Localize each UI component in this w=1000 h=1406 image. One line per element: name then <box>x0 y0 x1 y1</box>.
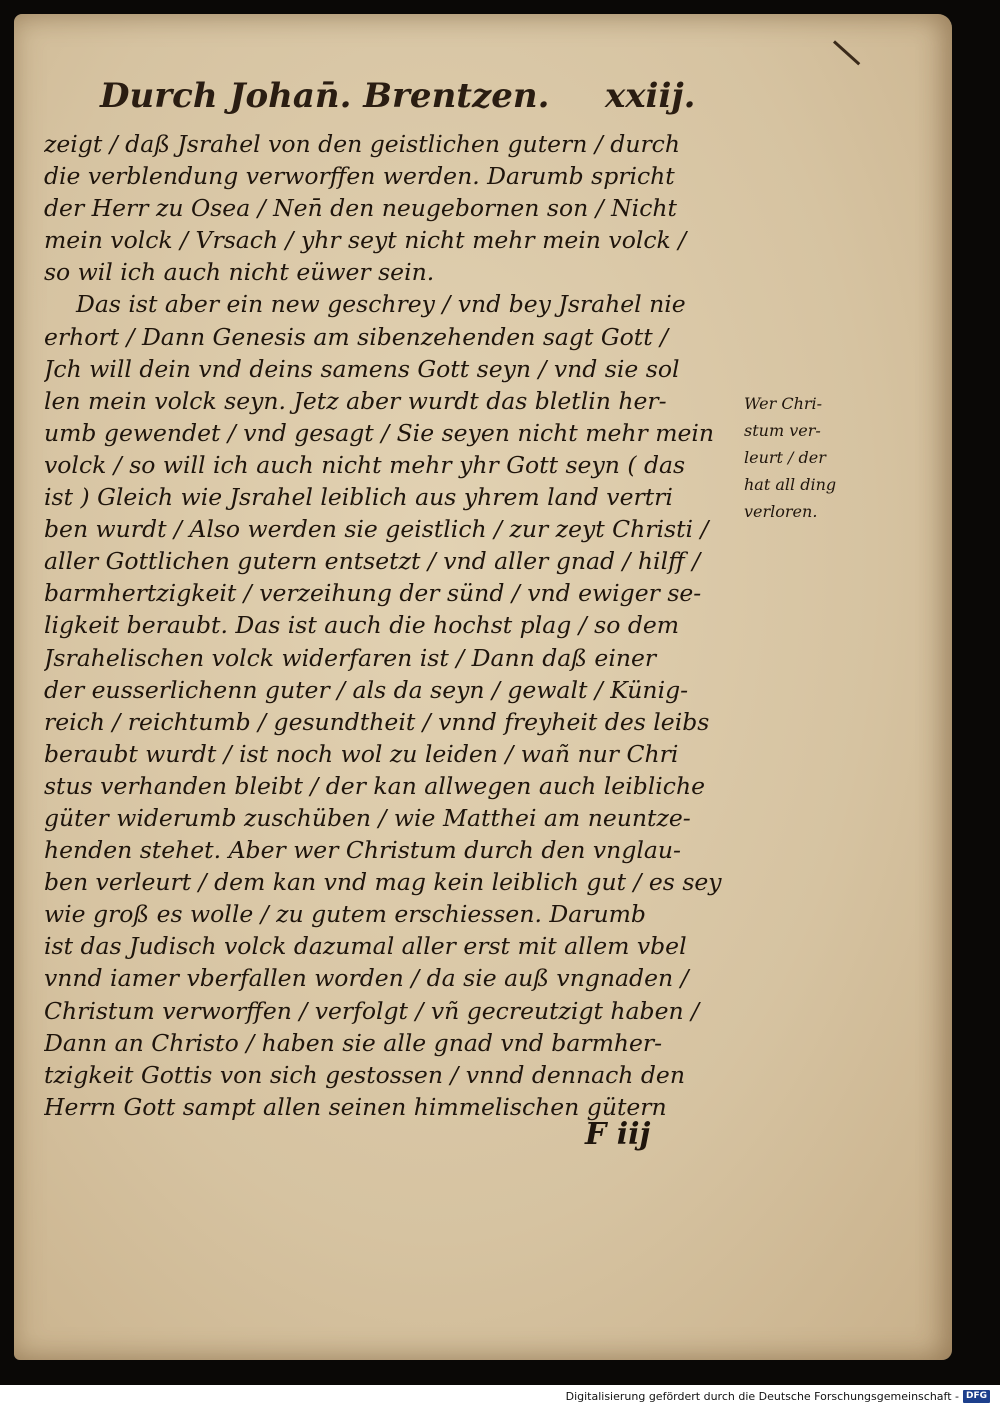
text-line: ist das Judisch volck dazumal aller erst mit allem vbel <box>44 932 687 961</box>
text-line: wie groß es wolle / zu gutem erschiessen. Darumb <box>44 900 646 929</box>
text-line: ist ) Gleich wie Jsrahel leiblich aus yhrem land vertri <box>44 483 673 512</box>
marginal-note <box>744 390 864 525</box>
text-line: reich / reichtumb / gesundtheit / vnnd freyheit des leibs <box>44 707 710 736</box>
running-title: Durch Johan̄. Brentzen. <box>100 76 550 116</box>
marginal-note-line: stum ver- <box>744 421 821 440</box>
text-line: vnnd iamer vberfallen worden / da sie auß vngnaden / <box>44 964 689 993</box>
marginal-note-line: verloren. <box>744 502 818 521</box>
text-line: ben verleurt / dem kan vnd mag kein leiblich gut / es sey <box>44 868 722 897</box>
text-line: ligkeit beraubt. Das ist auch die hochst plag / so dem <box>44 611 680 640</box>
marginal-note-line: leurt / der <box>744 448 826 467</box>
text-line: volck / so will ich auch nicht mehr yhr Gott seyn ( das <box>44 450 686 479</box>
text-line: ben wurdt / Also werden sie geistlich / zur zeyt Christi / <box>44 515 709 544</box>
text-line: henden stehet. Aber wer Christum durch den vnglau- <box>44 836 681 865</box>
page-corner-mark <box>833 40 860 65</box>
text-line: Jch will dein vnd deins samens Gott seyn / vnd sie sol <box>44 354 680 383</box>
marginal-note-line: Wer Chri- <box>744 394 823 413</box>
text-line: aller Gottlichen gutern entsetzt / vnd aller gnad / hilff / <box>44 547 701 576</box>
text-line: güter widerumb zuschüben / wie Matthei am neuntze- <box>44 803 691 832</box>
text-line: len mein volck seyn. Jetz aber wurdt das bletlin her- <box>44 386 667 415</box>
text-line: beraubt wurdt / ist noch wol zu leiden / wañ nur Chri <box>44 739 679 768</box>
text-line: die verblendung verworffen werden. Darumb spricht <box>44 162 675 191</box>
text-line: Jsrahelischen volck widerfaren ist / Dann daß einer <box>44 643 657 672</box>
text-line: umb gewendet / vnd gesagt / Sie seyen nicht mehr mein <box>44 418 715 447</box>
body-text <box>44 128 744 1123</box>
text-line: stus verhanden bleibt / der kan allwegen auch leibliche <box>44 771 706 800</box>
text-line: mein volck / Vrsach / yhr seyt nicht mehr mein volck / <box>44 226 687 255</box>
folio-number: xxiij. <box>605 76 696 116</box>
dfg-logo: DFG <box>963 1390 990 1403</box>
text-line: so wil ich auch nicht eüwer sein. <box>44 258 435 287</box>
signature-mark: F iij <box>585 1117 651 1152</box>
text-line: zeigt / daß Jsrahel von den geistlichen gutern / durch <box>44 130 680 158</box>
marginal-note-line: hat all ding <box>744 475 837 494</box>
text-line: barmhertzigkeit / verzeihung der sünd / vnd ewiger se- <box>44 579 702 608</box>
text-line: der eusserlichenn guter / als da seyn / gewalt / Künig- <box>44 675 689 704</box>
text-line: tzigkeit Gottis von sich gestossen / vnnd dennach den <box>44 1060 685 1089</box>
text-line: der Herr zu Osea / Nen̄ den neugebornen son / Nicht <box>44 194 677 223</box>
text-line: erhort / Dann Genesis am sibenzehenden sagt Gott / <box>44 322 669 351</box>
text-line: Dann an Christo / haben sie alle gnad vnd barmher- <box>44 1028 663 1057</box>
page-header <box>100 76 696 120</box>
text-line: Herrn Gott sampt allen seinen himmelischen gütern <box>44 1092 667 1121</box>
footer-credit <box>566 1389 990 1403</box>
footer-credit-text: Digitalisierung gefördert durch die Deutsche Forschungsgemeinschaft - <box>565 1389 959 1403</box>
text-line: Das ist aber ein new geschrey / vnd bey Jsrahel nie <box>76 290 686 319</box>
text-line: Christum verworffen / verfolgt / vñ gecreutzigt haben / <box>44 996 700 1025</box>
